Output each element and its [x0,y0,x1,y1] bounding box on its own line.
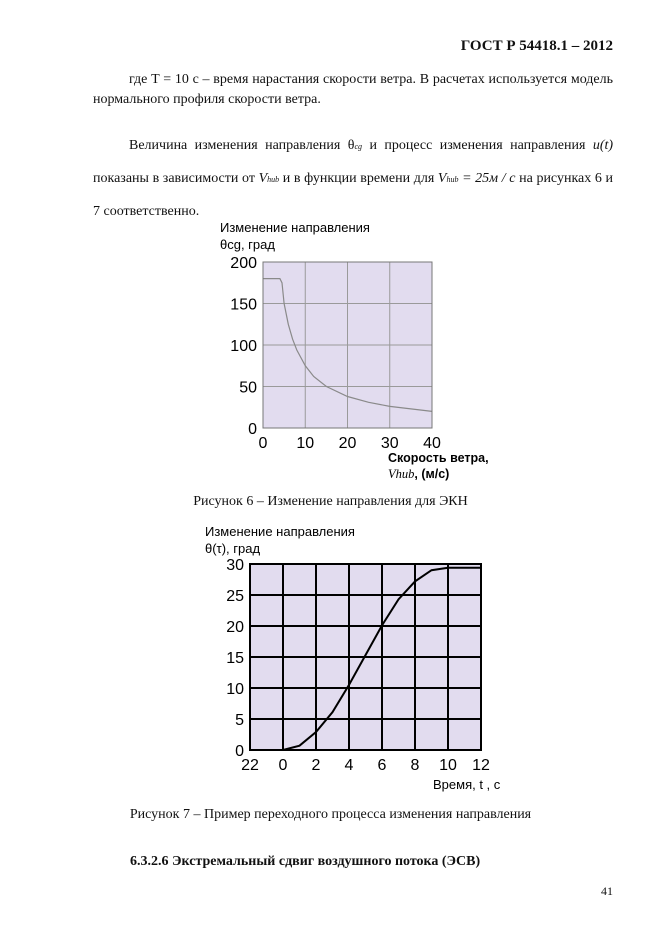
chart1-x-tick-label: 30 [380,435,399,452]
chart2-xlabel: Время, t , с [433,777,501,792]
p2-part5: на рисунках 6 и 7 соответственно. [93,171,613,219]
chart2-x-tick-label: 12 [472,757,490,774]
theta-symbol: θ [347,138,355,153]
chart1-x-tick-label: 0 [258,435,268,452]
v2-symbol: V [437,171,447,186]
theta-subscript: cg [354,142,363,151]
chart2-x-tick-label: 0 [278,757,288,774]
figure-6-caption: Рисунок 6 – Изменение направления для ЭКН [193,494,468,509]
paragraph-1-text: где T = 10 с – время нарастания скорости ветра. В расчетах используется модель нормального профиля скорости ветра. [93,72,613,107]
chart1-xlabel-var: Vhub [388,467,415,481]
chart2-title-line2: θ(τ), град [205,541,261,556]
v-subscript: hub [267,175,280,184]
paragraph-1 [93,70,613,110]
chart2-y-tick-label: 25 [226,587,244,605]
section-title: 6.3.2.6 Экстремальный сдвиг воздушного потока (ЭСВ) [130,854,481,869]
v-symbol: V [258,171,268,186]
chart2-y-tick-label: 0 [235,742,244,760]
chart1-y-tick-label: 200 [230,254,257,272]
chart2-y-tick-label: 15 [226,649,244,667]
figure-6-chart [200,216,510,488]
chart1-y-tick-label: 100 [230,337,257,355]
figure-7-chart [195,520,515,795]
chart2-x-tick-label: 4 [344,757,354,774]
p2-part4: и в функции времени для [282,171,435,186]
chart1-x-tick-label: 20 [338,435,357,452]
chart1-xlabel-line1: Скорость ветра, [388,451,489,465]
chart1-xlabel-unit: , (м/с) [414,467,450,481]
chart1-title-line2: θcg, град [220,237,275,252]
p2-part3: показаны в зависимости от [93,171,255,186]
chart2-x-tick-label: 8 [410,757,420,774]
u-symbol: u(t) [592,138,614,153]
chart1-y-tick-label: 150 [230,296,257,314]
p2-part1: Величина изменения направления [129,138,341,153]
chart2-y-tick-label: 30 [226,556,244,574]
v2-value: = 25м / с [462,171,516,186]
chart1-x-tick-label: 40 [423,435,441,452]
chart2-x-tick-label: 10 [439,757,457,774]
p2-part2: и процесс изменения направления [369,138,586,153]
chart2-y-tick-label: 5 [235,711,244,729]
chart1-x-tick-label: 10 [296,435,315,452]
figure-7-caption: Рисунок 7 – Пример переходного процесса изменения направления [129,807,532,822]
chart2-y-tick-label: 20 [226,618,244,636]
page-header: ГОСТ Р 54418.1 – 2012 [460,38,613,54]
chart1-y-tick-label: 0 [248,420,257,438]
chart2-x-tick-label: 2 [311,757,321,774]
chart2-x-tick-label: 6 [377,757,387,774]
chart1-y-tick-label: 50 [239,379,257,397]
chart2-title-line1: Изменение направления [205,524,355,539]
chart1-xlabel-line2 [388,467,449,481]
page-number: 41 [601,884,613,898]
chart1-title-line1: Изменение направления [220,220,370,235]
chart2-y-tick-label: 10 [226,680,244,698]
v2-subscript: hub [446,175,459,184]
paragraph-2 [93,130,613,228]
chart2-x-tick-label: 22 [241,757,259,774]
